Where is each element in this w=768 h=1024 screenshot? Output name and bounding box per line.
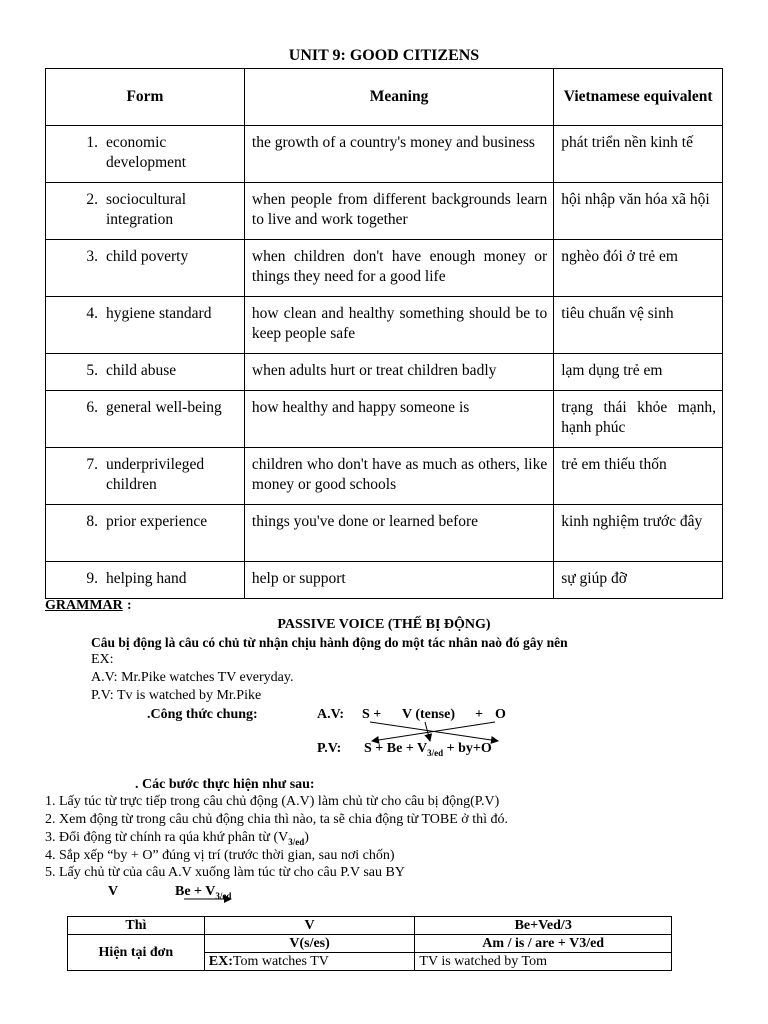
row-number: 7. [86,456,98,473]
header-meaning: Meaning [244,69,553,126]
av-formula-plus: + [475,707,483,722]
tense-v-form: V(s/es) [204,935,415,953]
active-voice-example: A.V: Mr.Pike watches TV everyday. [91,670,294,685]
step-2: 2. Xem động từ trong câu chủ động chia thì nào, ta sẽ chia động từ TOBE ở thì đó. [45,812,508,827]
header-vietnamese: Vietnamese equivalent [554,69,723,126]
vietnamese-cell: hội nhập văn hóa xã hội [554,183,723,240]
steps-heading: . Các bước thực hiện như sau: [135,777,315,792]
step-3: 3. Đổi động từ chính ra qúa khứ phân từ $(V_{3/ed})$ [45,830,309,847]
form-text: hygiene standard [106,305,212,322]
passive-voice-example: P.V: Tv is watched by Mr.Pike [91,688,262,703]
tense-v-example: EX:Tom watches TV [204,953,415,971]
av-formula-object: O [495,707,506,722]
vietnamese-cell: trẻ em thiếu thốn [554,448,723,505]
pv-formula-label: P.V: [317,741,342,756]
meaning-cell: how healthy and happy someone is [244,391,553,448]
vietnamese-cell: sự giúp đỡ [554,562,723,599]
arrow-line-be: $Be + V_{3/ed}$ [175,884,232,901]
step-4: 4. Sắp xếp “by + O” đúng vị trí (trước thời gian, sau nơi chốn) [45,848,395,863]
tense-table [67,916,672,971]
row-number: 8. [86,513,98,530]
passive-voice-heading: PASSIVE VOICE (THẾ BỊ ĐỘNG) [277,617,491,632]
arrow-line-v: V [108,884,119,899]
vietnamese-cell: nghèo đói ở trẻ em [554,240,723,297]
av-formula-subject: S + [362,707,382,722]
tense-header-row [68,917,672,935]
step-5: 5. Lấy chủ từ của câu A.V xuống làm túc từ cho câu P.V sau BY [45,865,405,880]
row-number: 9. [86,570,98,587]
header-form: Form [46,69,245,126]
vietnamese-cell: kinh nghiệm trước đây [554,505,723,562]
meaning-cell: how clean and healthy something should be to keep people safe [244,297,553,354]
vietnamese-cell: phát triển nền kinh tế [554,126,723,183]
tense-pv-example: TV is watched by Tom [415,953,672,971]
row-number: 5. [86,362,98,379]
row-number: 2. [86,191,98,208]
example-label: EX: [91,652,114,667]
tense-pv-form: Am / is / are + V3/ed [415,935,672,953]
step-1: 1. Lấy túc từ trực tiếp trong câu chủ động (A.V) làm chủ từ cho câu bị động(P.V) [45,794,500,809]
grammar-label: GRAMMAR [45,598,123,613]
form-text: general well-being [106,399,222,416]
vietnamese-cell: tiêu chuẩn vệ sinh [554,297,723,354]
meaning-cell: when adults hurt or treat children badly [244,354,553,391]
tense-header-passive: Be+Ved/3 [415,917,672,935]
meaning-cell: children who don't have as much as others, like money or good schools [244,448,553,505]
form-text: child poverty [106,248,189,265]
arrow-verb-to-participle-icon [425,722,430,741]
page-title: UNIT 9: GOOD CITIZENS [288,47,480,64]
tense-row [68,935,672,953]
av-formula-verb: V (tense) [402,707,456,722]
row-number: 1. [86,134,98,151]
meaning-cell: when people from different backgrounds learn to live and work together [244,183,553,240]
form-text: prior experience [106,513,208,530]
form-text: sociocultural integration [106,191,187,228]
tense-header-v: V [204,917,415,935]
vietnamese-cell: lạm dụng trẻ em [554,354,723,391]
vietnamese-cell: trạng thái khỏe mạnh, hạnh phúc [554,391,723,448]
tense-name: Hiện tại đơn [68,935,205,971]
tense-header-tense: Thì [68,917,205,935]
form-text: helping hand [106,570,187,587]
form-text: child abuse [106,362,177,379]
meaning-cell: the growth of a country's money and business [244,126,553,183]
meaning-cell: things you've done or learned before [244,505,553,562]
av-formula-label: A.V: [317,707,345,722]
formula-label: .Công thức chung: [147,707,258,722]
row-number: 3. [86,248,98,265]
grammar-colon: : [127,598,132,613]
passive-definition: Câu bị động là câu có chủ từ nhận chịu hành động do một tác nhân naò đó gây nên [91,635,568,650]
row-number: 6. [86,399,98,416]
row-number: 4. [86,305,98,322]
meaning-cell: help or support [244,562,553,599]
form-text: economic development [106,134,187,171]
pv-formula: $S + Be + V_{3/ed} + by+O$ [364,741,492,758]
form-text: underprivileged children [106,456,205,493]
meaning-cell: when children don't have enough money or things they need for a good life [244,240,553,297]
